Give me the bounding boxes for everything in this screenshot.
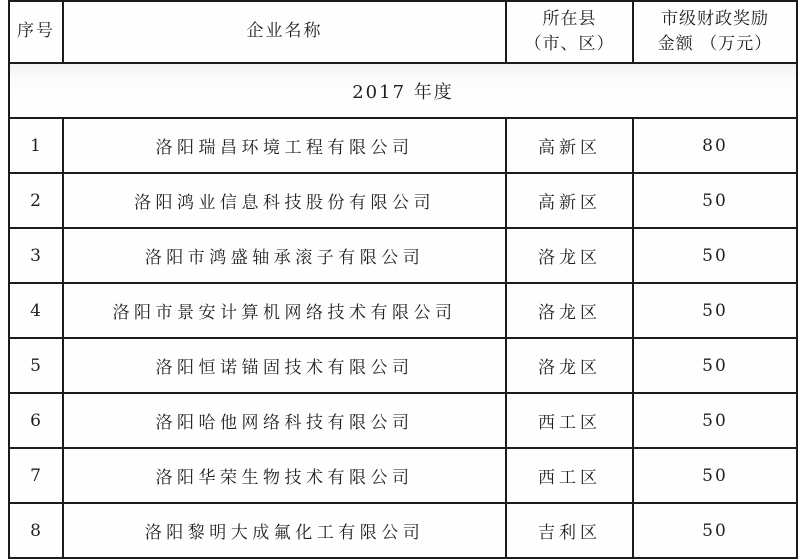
amount-cell: 50: [633, 228, 797, 283]
row-number-cell: 2: [9, 173, 63, 228]
amount-cell: 50: [633, 448, 797, 503]
table-header-row: [9, 1, 797, 63]
table-row: [9, 393, 797, 448]
table-row: [9, 228, 797, 283]
amount-cell: 50: [633, 338, 797, 393]
company-name-cell: 洛阳瑞昌环境工程有限公司: [63, 118, 506, 173]
amount-cell: 50: [633, 283, 797, 338]
row-number-cell: 4: [9, 283, 63, 338]
district-cell: 高新区: [506, 173, 633, 228]
header-company-name: 企业名称: [63, 1, 506, 63]
row-number-cell: 7: [9, 448, 63, 503]
header-district-line1: 所在县: [542, 9, 597, 30]
company-name-cell: 洛阳黎明大成氟化工有限公司: [63, 503, 506, 558]
row-number-cell: 8: [9, 503, 63, 558]
year-section-header: 2017 年度: [9, 63, 797, 118]
amount-cell: 80: [633, 118, 797, 173]
table-row: [9, 448, 797, 503]
company-name-cell: 洛阳市景安计算机网络技术有限公司: [63, 283, 506, 338]
header-reward-amount-line1: 市级财政奖励: [661, 9, 769, 30]
amount-cell: 50: [633, 173, 797, 228]
district-cell: 高新区: [506, 118, 633, 173]
header-reward-amount-line2: 金额 （万元）: [657, 34, 773, 54]
table-row-partially-clipped: [9, 503, 797, 558]
row-number-cell: 5: [9, 338, 63, 393]
district-cell: 西工区: [506, 393, 633, 448]
header-serial-number: 序号: [9, 1, 63, 63]
header-district-line2: （市、区）: [524, 34, 615, 54]
row-number-cell: 1: [9, 118, 63, 173]
company-name-cell: 洛阳鸿业信息科技股份有限公司: [63, 173, 506, 228]
row-number-cell: 3: [9, 228, 63, 283]
table-row: [9, 338, 797, 393]
header-district: [506, 1, 633, 63]
year-section-row: [9, 63, 797, 118]
reward-table: [8, 0, 798, 559]
row-number-cell: 6: [9, 393, 63, 448]
company-name-cell: 洛阳恒诺锚固技术有限公司: [63, 338, 506, 393]
district-cell: 洛龙区: [506, 228, 633, 283]
company-name-cell: 洛阳哈他网络科技有限公司: [63, 393, 506, 448]
company-name-cell: 洛阳华荣生物技术有限公司: [63, 448, 506, 503]
amount-cell: 50: [633, 393, 797, 448]
company-name-cell: 洛阳市鸿盛轴承滚子有限公司: [63, 228, 506, 283]
header-reward-amount: [633, 1, 797, 63]
table-row: [9, 283, 797, 338]
district-cell: 吉利区: [506, 503, 633, 558]
table-row: [9, 118, 797, 173]
district-cell: 洛龙区: [506, 338, 633, 393]
district-cell: 西工区: [506, 448, 633, 503]
amount-cell: 50: [633, 503, 797, 558]
table-row: [9, 173, 797, 228]
district-cell: 洛龙区: [506, 283, 633, 338]
